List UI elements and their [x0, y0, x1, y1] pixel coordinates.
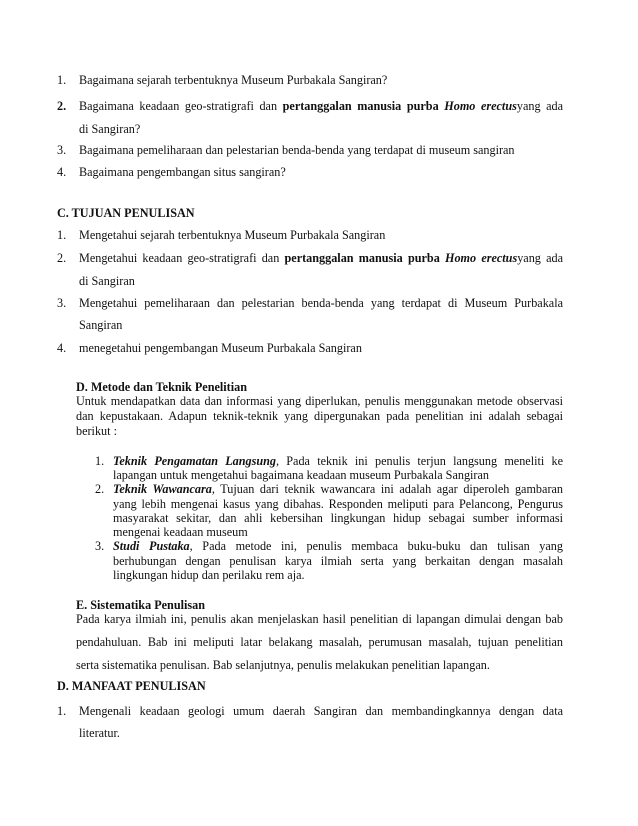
- list-item: Mengetahui keadaan geo-stratigrafi dan pertanggalan manusia purba Homo erectusyang ada: [79, 251, 563, 265]
- paragraph-line: Pada karya ilmiah ini, penulis akan menjelaskan hasil penelitian di lapangan dimulai dengan bab: [76, 612, 563, 626]
- paragraph-line: pendahuluan. Bab ini meliputi latar belakang masalah, perumusan masalah, tujuan penelitian: [76, 635, 563, 649]
- paragraph-line: Untuk mendapatkan data dan informasi yang diperlukan, penulis menggunakan metode observasi: [76, 394, 563, 408]
- list-item-number: 3.: [95, 539, 105, 553]
- list-item-continuation: lingkungan hidup dan perilaku rem aja.: [113, 568, 305, 582]
- list-item-continuation: literatur.: [79, 726, 120, 740]
- section-heading: C. TUJUAN PENULISAN: [57, 206, 195, 220]
- list-item: Teknik Pengamatan Langsung, Pada teknik ini penulis terjun langsung meneliti ke: [113, 454, 563, 468]
- list-item: Bagaimana sejarah terbentuknya Museum Purbakala Sangiran?: [79, 73, 388, 87]
- list-item-number: 1.: [57, 73, 67, 87]
- list-item-number: 1.: [57, 704, 67, 718]
- section-heading: D. Metode dan Teknik Penelitian: [76, 380, 247, 394]
- list-item-number: 3.: [57, 143, 67, 157]
- list-item: Mengetahui pemeliharaan dan pelestarian benda-benda yang terdapat di Museum Purbakala: [79, 296, 563, 310]
- list-item-number: 4.: [57, 341, 67, 355]
- list-item-number: 3.: [57, 296, 67, 310]
- paragraph-line: serta sistematika penulisan. Bab selanjutnya, penulis melakukan penelitian lapangan.: [76, 658, 490, 672]
- paragraph-line: berikut :: [76, 424, 117, 438]
- list-item-number: 2.: [95, 482, 105, 496]
- list-item: Studi Pustaka, Pada metode ini, penulis membaca buku-buku dan tulisan yang: [113, 539, 563, 553]
- list-item-continuation: yang lebih mengenai kasus yang dibahas. Responden meliputi para Pelancong, Pengurus: [113, 497, 563, 511]
- list-item: Bagaimana keadaan geo-stratigrafi dan pertanggalan manusia purba Homo erectusyang ada: [79, 99, 564, 113]
- list-item: Bagaimana pengembangan situs sangiran?: [79, 165, 286, 179]
- paragraph-line: dan kepustakaan. Adapun teknik-teknik yang dipergunakan pada penelitian ini adalah sebagai: [76, 409, 563, 423]
- list-item-number: 4.: [57, 165, 67, 179]
- list-item: Mengetahui sejarah terbentuknya Museum Purbakala Sangiran: [79, 228, 386, 242]
- list-item: Bagaimana pemeliharaan dan pelestarian benda-benda yang terdapat di museum sangiran: [79, 143, 515, 157]
- list-item-number: 1.: [95, 454, 105, 468]
- list-item-continuation: di Sangiran?: [79, 122, 141, 136]
- list-item-number: 2.: [57, 99, 67, 113]
- list-item: Teknik Wawancara, Tujuan dari teknik wawancara ini adalah agar diperoleh gambaran: [113, 482, 564, 496]
- list-item-number: 1.: [57, 228, 67, 242]
- section-heading: D. MANFAAT PENULISAN: [57, 679, 206, 693]
- list-item-continuation: berhubungan dengan penulisan karya ilmiah serta yang berkaitan dengan masalah: [113, 554, 563, 568]
- section-heading: E. Sistematika Penulisan: [76, 598, 206, 612]
- list-item: menegetahui pengembangan Museum Purbakala Sangiran: [79, 341, 362, 355]
- list-item-continuation: di Sangiran: [79, 274, 135, 288]
- list-item: Mengenali keadaan geologi umum daerah Sangiran dan membandingkannya dengan data: [79, 704, 563, 718]
- list-item-continuation: mengenai keadaan museum: [113, 525, 248, 539]
- list-item-continuation: Sangiran: [79, 318, 123, 332]
- list-item-continuation: lapangan untuk mengetahui bagaimana keadaan museum Purbakala Sangiran: [113, 468, 489, 482]
- list-item-number: 2.: [57, 251, 67, 265]
- list-item-continuation: masyarakat sekitar, dan ahli kebersihan lingkungan hidup sebagai sumber informasi: [113, 511, 563, 525]
